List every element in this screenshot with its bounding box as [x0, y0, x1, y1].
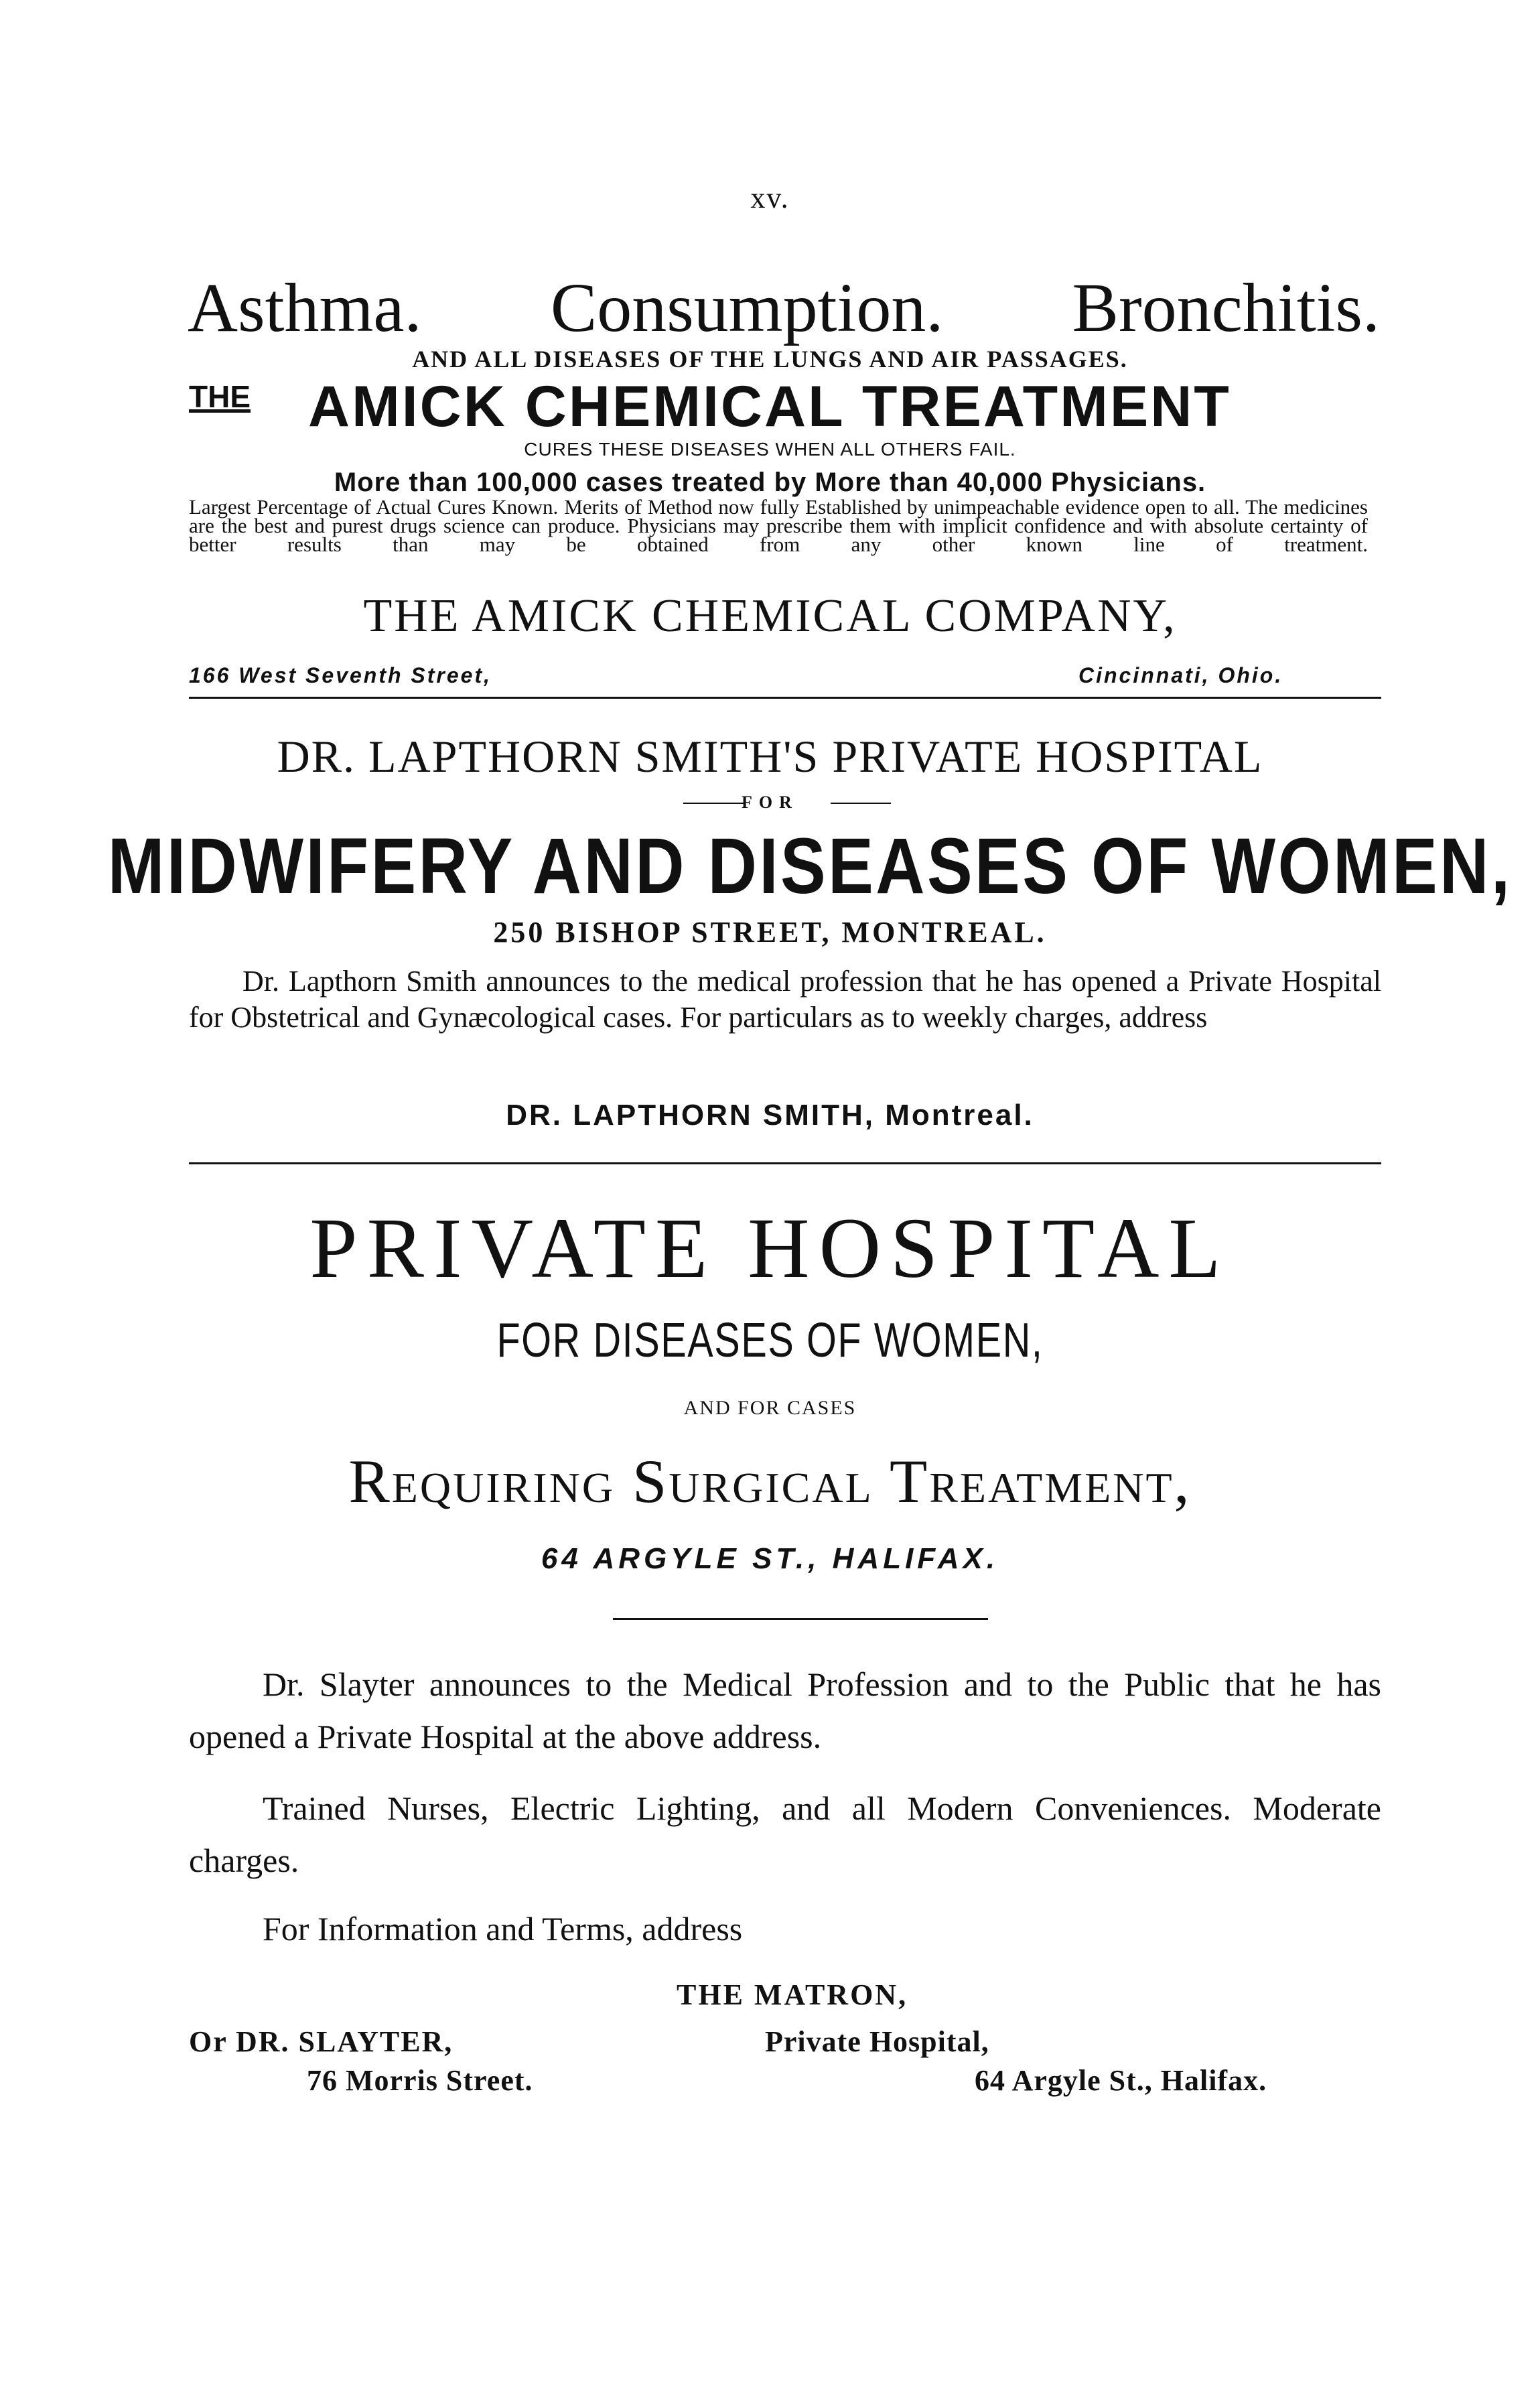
- headline-bronchitis: Bronchitis.: [1072, 269, 1380, 346]
- amick-body-text: Largest Percentage of Actual Cures Known. Merits of Method now fully Established by unimpeachable evidence open to all. The medicines are the best and purest drugs science can produce. Physicians may prescribe them with implicit confidence and with absolute certainty of better results than may be obtained from any other known line of treatment.: [189, 495, 1368, 556]
- amenities-paragraph: Trained Nurses, Electric Lighting, and all Modern Conveniences. Moderate charges.: [189, 1789, 1381, 1879]
- lapthorn-body-text: Dr. Lapthorn Smith announces to the medical profession that he has opened a Private Hospital for Obstetrical and Gynæcological cases. For particulars as to weekly charges, address: [189, 965, 1381, 1034]
- divider-rule: [189, 1162, 1381, 1164]
- headline-asthma: Asthma.: [188, 269, 422, 346]
- contact-slayter: Or DR. SLAYTER,: [189, 2025, 453, 2058]
- divider-rule: [189, 697, 1381, 699]
- short-divider-rule: [613, 1618, 988, 1620]
- amick-the-label: THE: [189, 379, 251, 414]
- amick-treatment-title: AMICK CHEMICAL TREATMENT: [308, 374, 1231, 439]
- contact-morris-street: 76 Morris Street.: [307, 2064, 533, 2097]
- page-number: xv.: [750, 182, 790, 214]
- headline-consumption: Consumption.: [550, 269, 944, 346]
- private-hospital-title: PRIVATE HOSPITAL: [309, 1201, 1231, 1296]
- lapthorn-address: 250 BISHOP STREET, MONTREAL.: [493, 916, 1047, 949]
- information-line: For Information and Terms, address: [263, 1910, 743, 1948]
- private-hospital-subtitle: FOR DISEASES OF WOMEN,: [496, 1314, 1044, 1367]
- amick-city: Cincinnati, Ohio.: [1078, 663, 1283, 687]
- amick-street: 166 West Seventh Street,: [189, 663, 492, 687]
- for-right-rule: [831, 803, 891, 804]
- lapthorn-title: DR. LAPTHORN SMITH'S PRIVATE HOSPITAL: [277, 731, 1263, 782]
- and-for-cases: AND FOR CASES: [683, 1397, 857, 1419]
- lapthorn-for-label: FOR: [742, 793, 798, 812]
- amick-cures-line: CURES THESE DISEASES WHEN ALL OTHERS FAIL.: [524, 439, 1016, 460]
- contact-private-hospital: Private Hospital,: [765, 2025, 989, 2058]
- surgical-treatment-line: Requiring Surgical Treatment,: [348, 1447, 1192, 1515]
- lapthorn-signature: DR. LAPTHORN SMITH, Montreal.: [506, 1099, 1034, 1132]
- amick-subhead: AND ALL DISEASES OF THE LUNGS AND AIR PASSAGES.: [412, 346, 1128, 372]
- contact-argyle-street: 64 Argyle St., Halifax.: [975, 2064, 1267, 2097]
- lapthorn-specialty: MIDWIFERY AND DISEASES OF WOMEN,: [107, 822, 1513, 910]
- amick-stats-line: More than 100,000 cases treated by More than 40,000 Physicians.: [334, 468, 1206, 497]
- private-hospital-address: 64 ARGYLE ST., HALIFAX.: [541, 1542, 999, 1575]
- contact-matron: THE MATRON,: [677, 1978, 908, 2011]
- amick-company-name: THE AMICK CHEMICAL COMPANY,: [363, 590, 1177, 642]
- amick-headline: [188, 268, 1380, 348]
- announcement-paragraph: Dr. Slayter announces to the Medical Profession and to the Public that he has opened a Private Hospital at the above address.: [189, 1665, 1381, 1755]
